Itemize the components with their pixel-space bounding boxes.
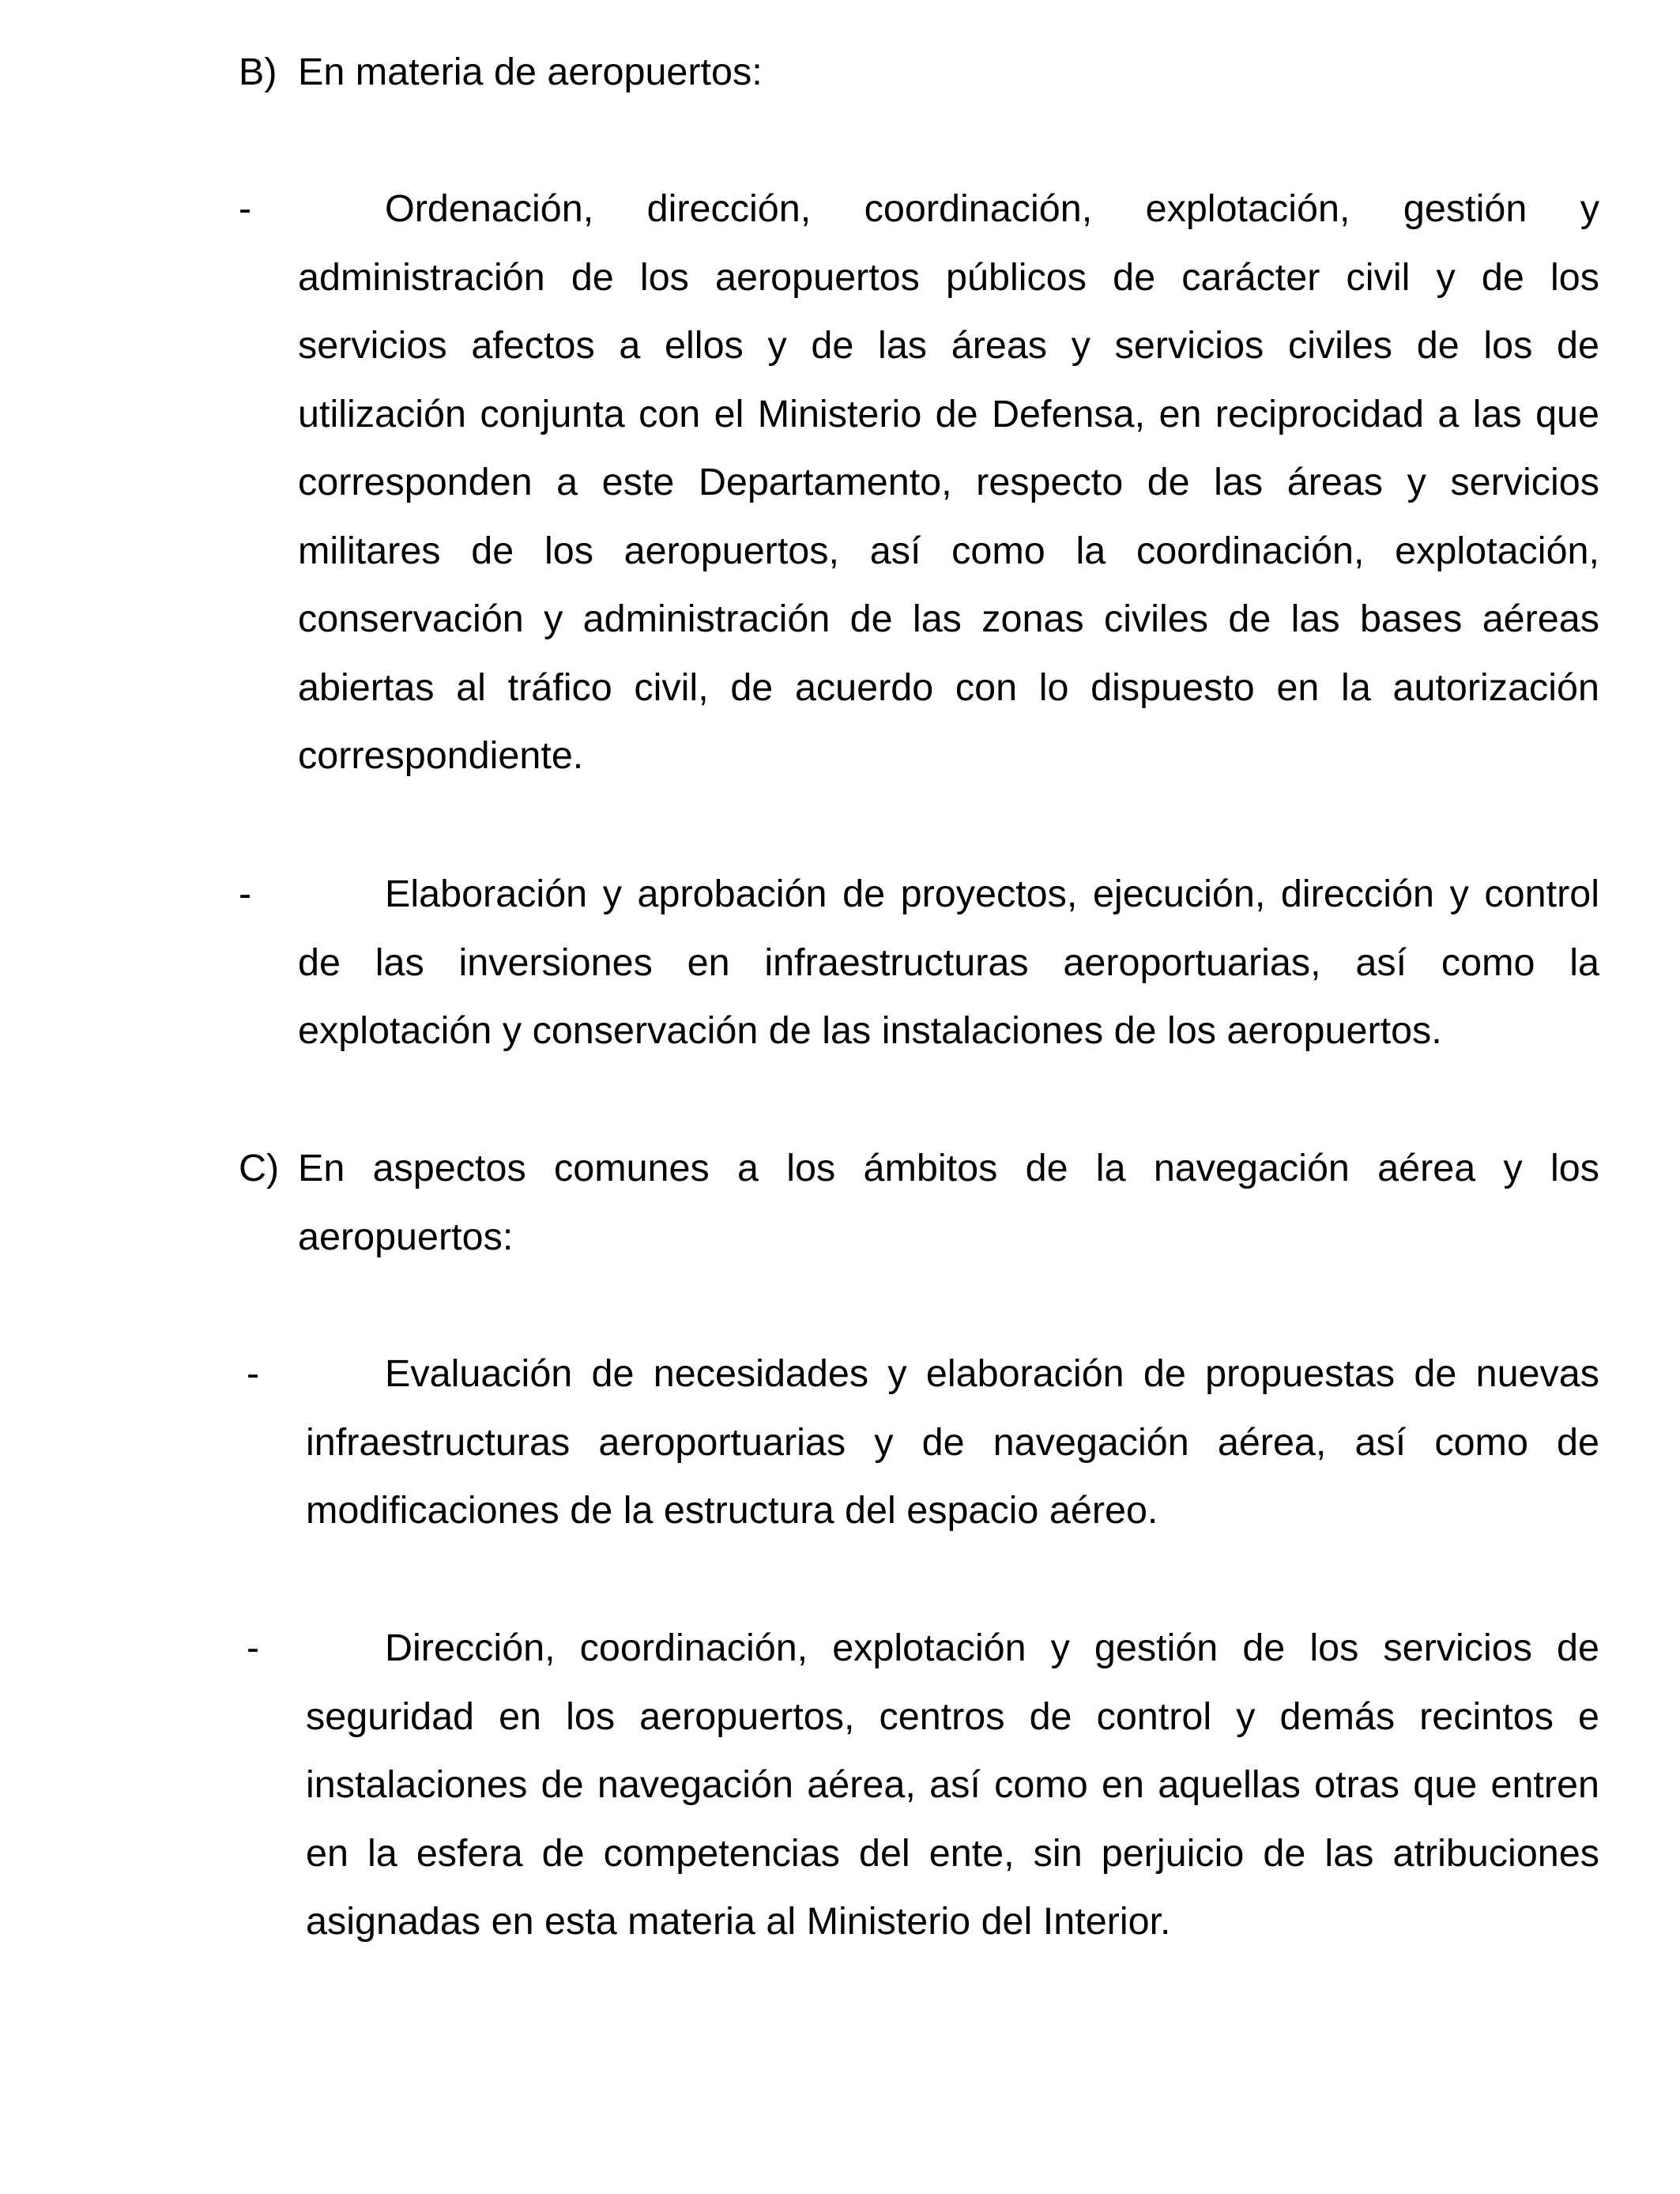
list-item-text: Elaboración y aprobación de proyectos, ejecución, dirección y control de las inversiones en infraestructuras aeroportuarias, así como la explotación y conservación de las instalaciones de los aeropuertos. (298, 873, 1599, 1052)
section-heading-b (239, 38, 1599, 107)
list-dash: - (247, 1627, 260, 1669)
list-item-text: Evaluación de necesidades y elaboración de propuestas de nuevas infraestructuras aeroportuarias y de navegación aérea, así como de modificaciones de la estructura del espacio aéreo. (306, 1352, 1599, 1532)
list-item-text: Ordenación, dirección, coordinación, explotación, gestión y administración de los aeropuertos públicos de carácter civil y de los servicios afectos a ellos y de las áreas y servicios civiles de los de utilización conjunta con el Ministerio de Defensa, en reciprocidad a las que corresponden a este Departamento, respecto de las áreas y servicios militares de los aeropuertos, así como la coordinación, explotación, conservación y administración de las zonas civiles de las bases aéreas abiertas al tráfico civil, de acuerdo con lo dispuesto en la autorización correspondiente. (298, 187, 1599, 777)
list-dash: - (239, 187, 252, 230)
section-heading-text-c: En aspectos comunes a los ámbitos de la navegación aérea y los aeropuertos: (298, 1147, 1599, 1258)
list-item (239, 175, 1599, 790)
section-marker-b: B) (239, 51, 277, 93)
list-item (239, 1340, 1599, 1545)
list-item (239, 860, 1599, 1065)
list-item-text: Dirección, coordinación, explotación y gestión de los servicios de seguridad en los aeropuertos, centros de control y demás recintos e instalaciones de navegación aérea, así como en aquellas otras que entren en la esfera de competencias del ente, sin perjuicio de las atribuciones asignadas en esta materia al Ministerio del Interior. (306, 1627, 1599, 1943)
list-item (239, 1614, 1599, 1956)
section-heading-text-b: En materia de aeropuertos: (298, 51, 763, 93)
section-marker-c: C) (239, 1147, 280, 1189)
list-dash: - (239, 873, 252, 915)
section-heading-c (239, 1134, 1599, 1271)
list-dash: - (247, 1352, 260, 1395)
